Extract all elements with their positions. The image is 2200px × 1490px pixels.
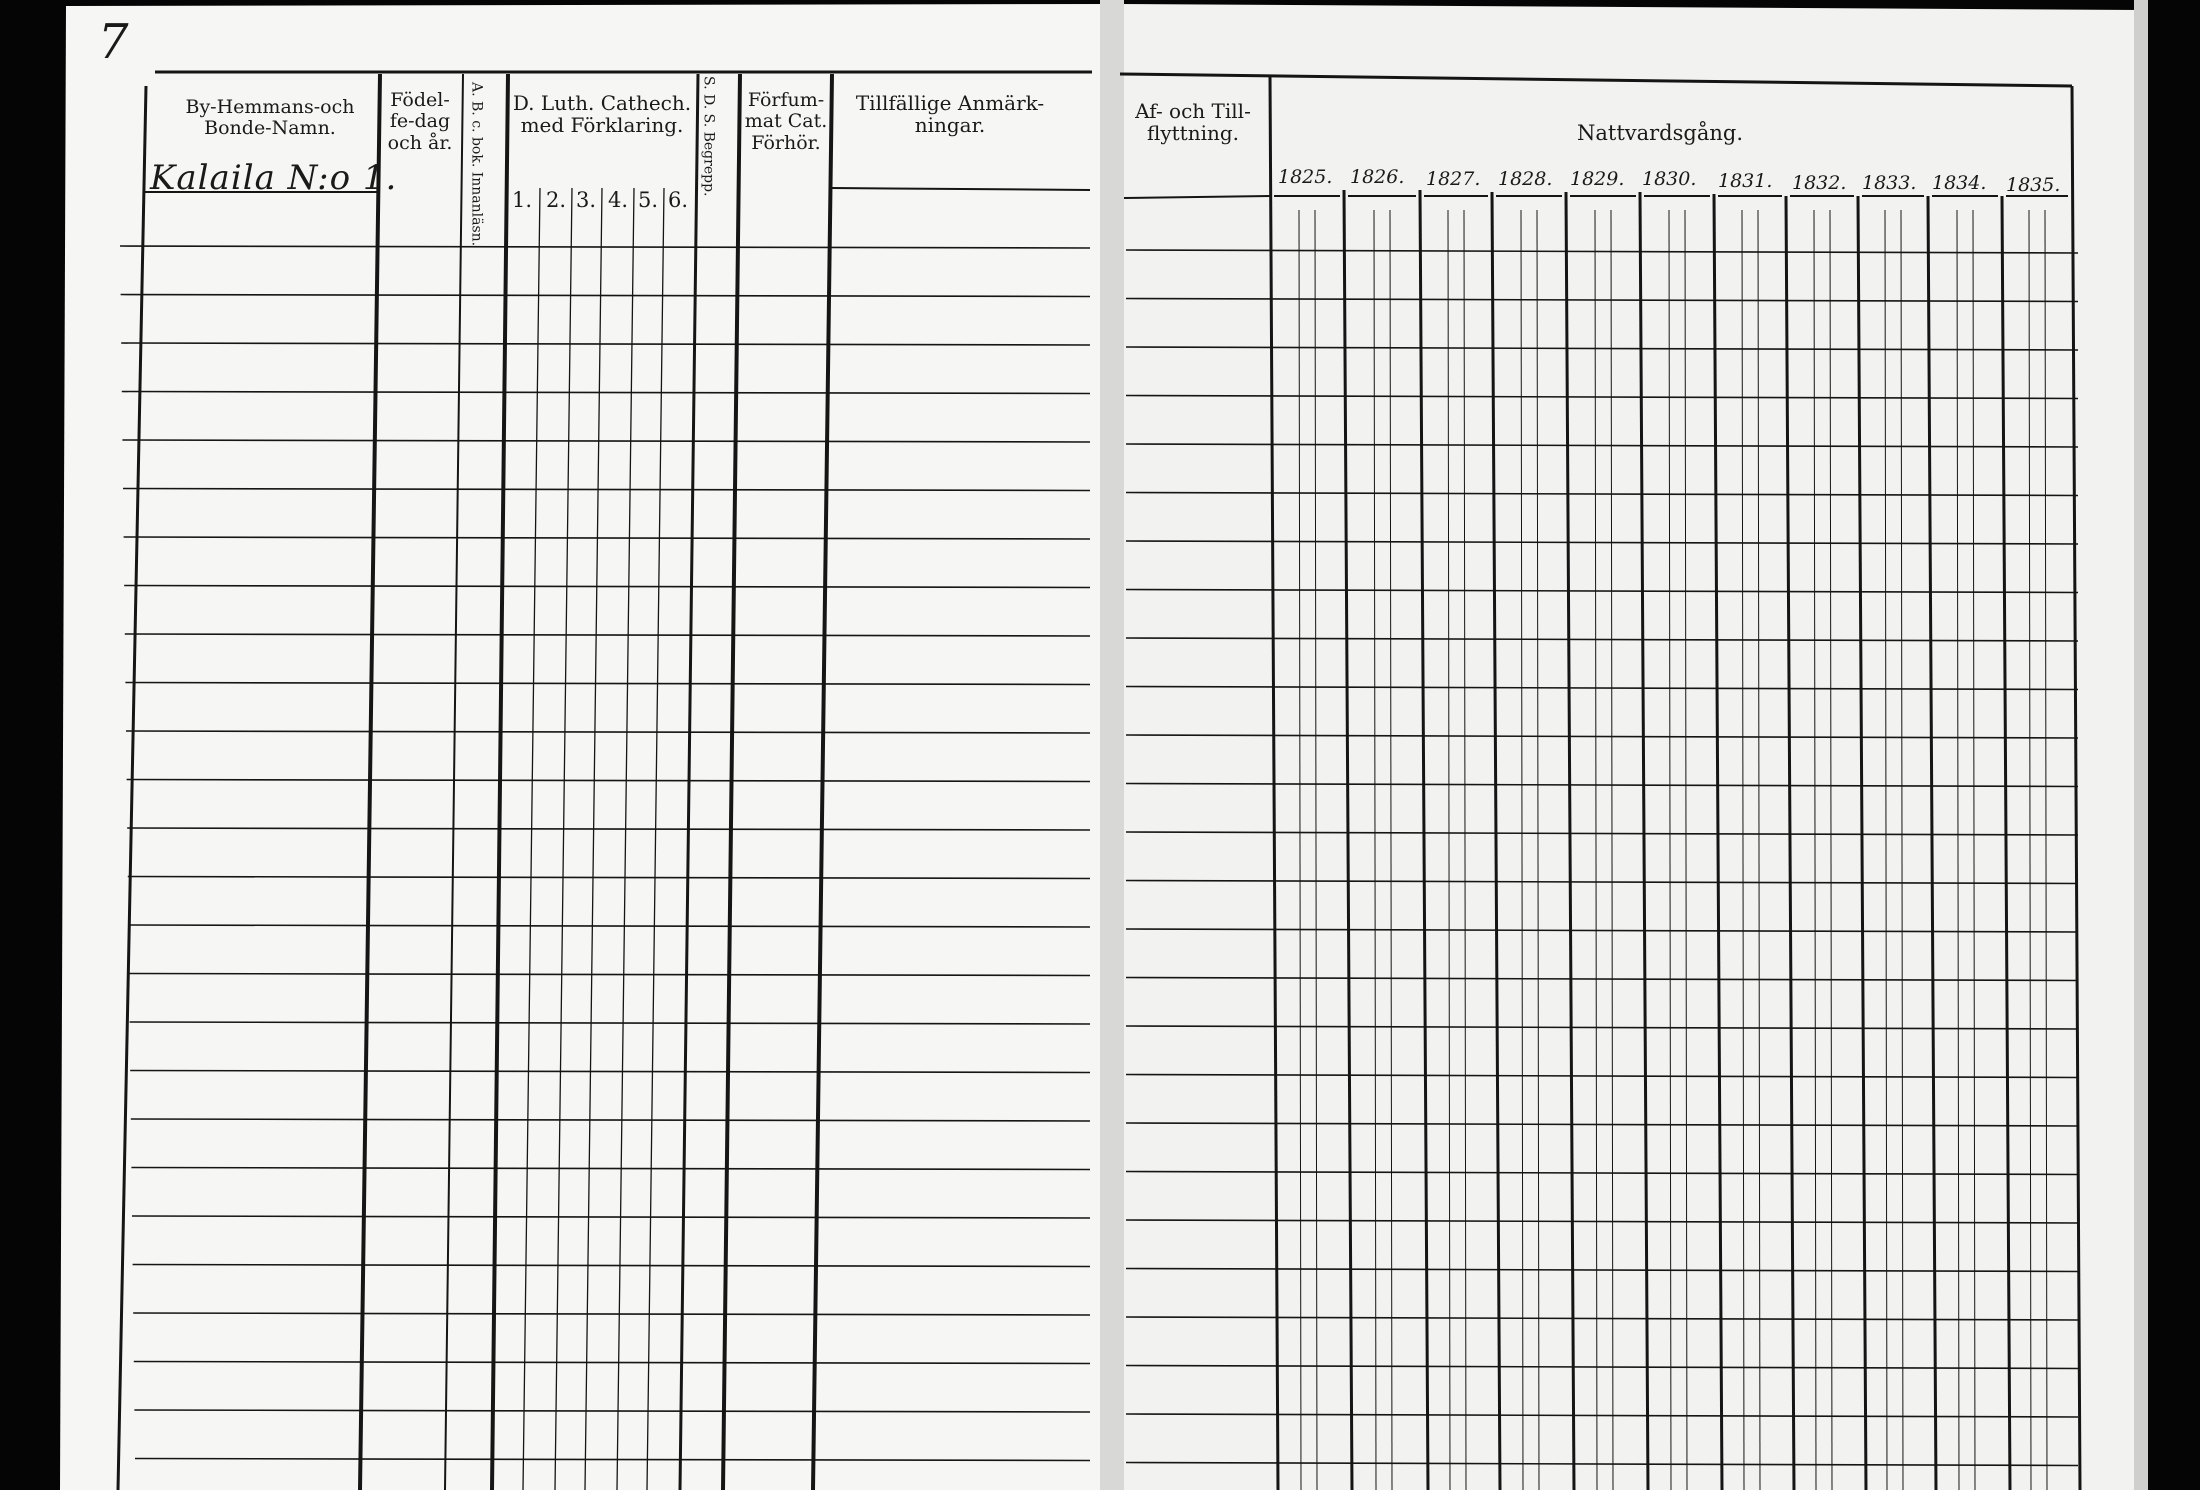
- header-sds: S. D. S. Begrepp.: [700, 76, 717, 197]
- year-1834: 1834.: [1932, 172, 1987, 194]
- header-communion: Nattvardsgång.: [1576, 121, 1744, 145]
- year-1829: 1829.: [1570, 168, 1625, 190]
- year-1826: 1826.: [1350, 166, 1405, 188]
- year-1830: 1830.: [1642, 168, 1697, 190]
- catechism-sub-2: 2.: [546, 188, 567, 212]
- catechism-sub-5: 5.: [638, 188, 659, 212]
- catechism-sub-1: 1.: [512, 188, 533, 212]
- year-1828: 1828.: [1498, 168, 1553, 190]
- catechism-sub-3: 3.: [576, 188, 597, 212]
- catechism-sub-4: 4.: [608, 188, 629, 212]
- year-1831: 1831.: [1718, 170, 1773, 192]
- header-moves: Af- och Till-flyttning.: [1135, 99, 1251, 146]
- year-1825: 1825.: [1278, 166, 1333, 188]
- gutter-shadow: [1100, 0, 1124, 1490]
- catechism-sub-6: 6.: [668, 188, 689, 212]
- page-number: 7: [98, 14, 129, 70]
- right-page: [1114, 4, 2148, 1490]
- year-1833: 1833.: [1862, 172, 1917, 194]
- page-edge-right: [2134, 0, 2148, 1490]
- header-birth: Födel-fe-dag och år.: [387, 89, 453, 154]
- header-abc-book: A. B. c. bok. Innanläsn.: [468, 82, 485, 247]
- left-page: [60, 4, 1112, 1490]
- year-1832: 1832.: [1792, 172, 1847, 194]
- first-entry-name: Kalaila N:o 1.: [150, 158, 398, 198]
- year-1835: 1835.: [2006, 174, 2061, 196]
- header-forfummat: Förfum-mat Cat. Förhör.: [744, 89, 828, 154]
- header-remarks: Tillfällige Anmärk-ningar.: [855, 91, 1045, 138]
- header-names: By-Hemmans-och Bonde-Namn.: [185, 96, 355, 140]
- year-1827: 1827.: [1426, 168, 1481, 190]
- header-catechism: D. Luth. Cathech. med Förklaring.: [512, 91, 692, 138]
